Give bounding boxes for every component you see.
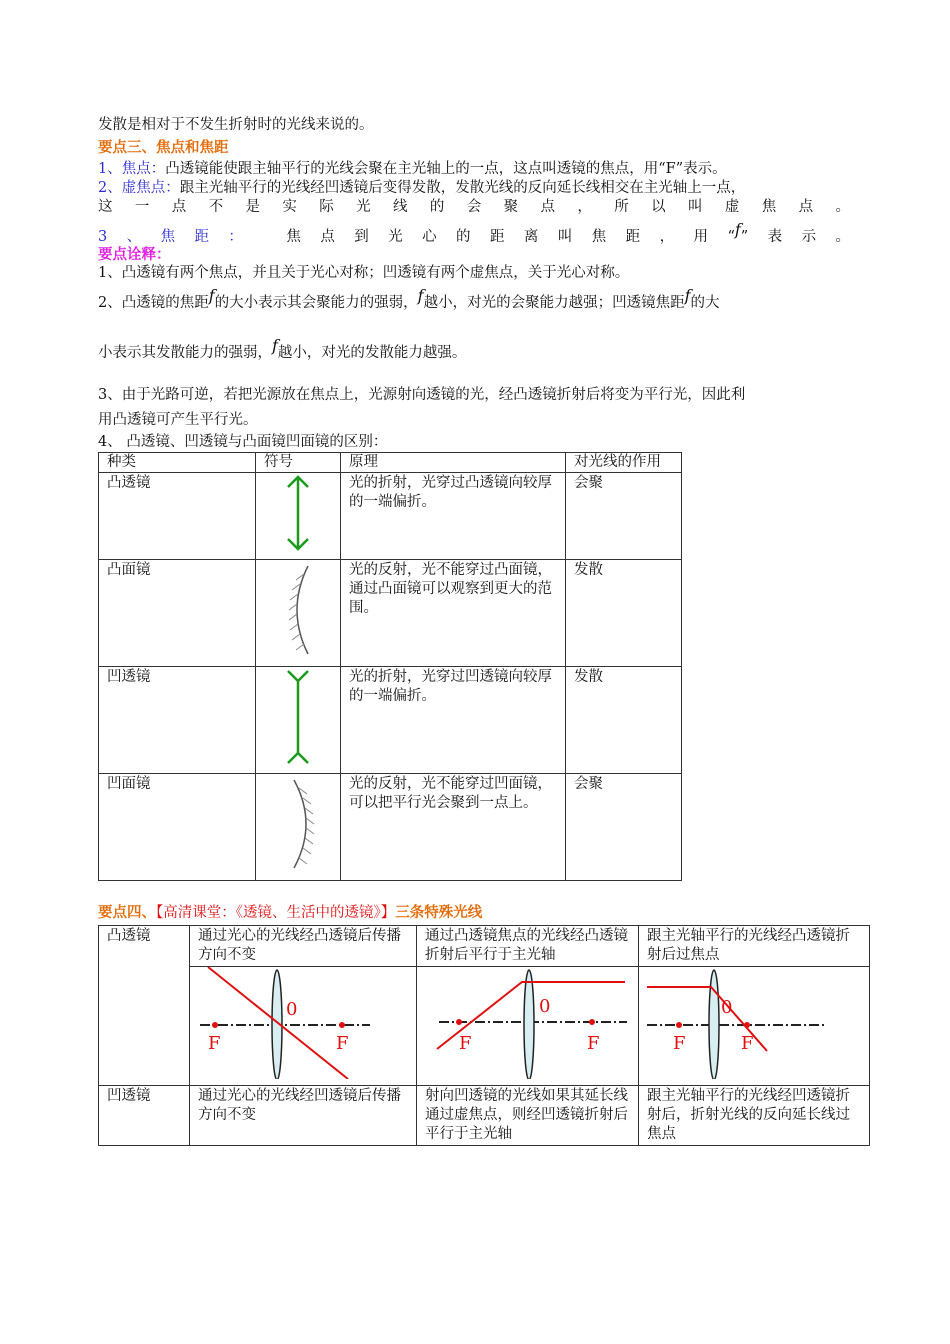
text: f bbox=[208, 286, 215, 305]
text: 跟主光轴平行的光线经凹透镜折射后，折射光线的反向延长线过焦点 bbox=[639, 1086, 870, 1146]
header-kind: 种类 bbox=[99, 453, 256, 473]
text: 光的折射，光穿过凹透镜向较厚的一端偏折。 bbox=[341, 667, 566, 774]
ray-diagram-center bbox=[190, 967, 415, 1079]
concave-mirror-symbol bbox=[278, 774, 318, 874]
table-row bbox=[99, 667, 682, 774]
note-2 bbox=[98, 286, 850, 313]
text: 光的反射，光不能穿过凹面镜，可以把平行光会聚到一点上。 bbox=[341, 774, 566, 881]
text: 焦点到光心的距离叫焦距，用“ bbox=[286, 229, 735, 245]
lens-mirror-table bbox=[98, 452, 682, 881]
note-1: 1、凸透镜有两个焦点，并且关于光心对称；凹透镜有两个虚焦点，关于光心对称。 bbox=[98, 265, 630, 281]
text: 凸面镜 bbox=[99, 560, 256, 667]
section3-title: 要点三、焦点和焦距 bbox=[98, 139, 229, 156]
text: F bbox=[741, 1033, 754, 1054]
text: 通过光心的光线经凹透镜后传播方向不变 bbox=[190, 1086, 417, 1146]
text: 会聚 bbox=[566, 774, 682, 881]
notes-title: 要点诠释： bbox=[98, 246, 171, 263]
text: 的大 bbox=[690, 295, 720, 311]
item-virtual-focus-cont: 这一点不是实际光线的会聚点，所以叫虚焦点。 bbox=[98, 199, 850, 215]
text: 小表示其发散能力的强弱， bbox=[98, 345, 272, 361]
f-symbol: f bbox=[734, 220, 741, 239]
text: 会聚 bbox=[566, 473, 682, 560]
text: 0 bbox=[721, 997, 733, 1018]
text: f bbox=[684, 286, 691, 305]
text: 的大小表示其会聚能力的强弱， bbox=[214, 295, 418, 311]
text: 凹透镜 bbox=[99, 667, 256, 774]
note-3-cont: 用凸透镜可产生平行光。 bbox=[98, 412, 258, 428]
label: 2、虚焦点： bbox=[98, 180, 180, 196]
note-3: 3、由于光路可逆，若把光源放在焦点上，光源射向透镜的光，经凸透镜折射后将变为平行光，因此利 bbox=[98, 387, 746, 403]
text: 光的反射，光不能穿过凸面镜，通过凸面镜可以观察到更大的范围。 bbox=[341, 560, 566, 667]
table-row bbox=[99, 774, 682, 881]
concave-label: 凹透镜 bbox=[99, 1086, 190, 1146]
intro-text: 发散是相对于不发生折射时的光线来说的。 bbox=[98, 117, 374, 133]
text: F bbox=[208, 1033, 221, 1054]
table-row bbox=[99, 473, 682, 560]
header-symbol: 符号 bbox=[256, 453, 341, 473]
special-rays-table bbox=[98, 925, 870, 1146]
text: 凸透镜 bbox=[99, 473, 256, 560]
concave-lens-symbol bbox=[278, 667, 318, 767]
text: 2、凸透镜的焦距 bbox=[98, 295, 209, 311]
note-4: 4、 凸透镜、凹透镜与凸面镜凹面镜的区别： bbox=[98, 434, 388, 450]
text: 发散 bbox=[566, 560, 682, 667]
text: 通过光心的光线经凸透镜后传播方向不变 bbox=[190, 926, 417, 967]
convex-mirror-symbol bbox=[278, 560, 318, 660]
text: 通过凸透镜焦点的光线经凸透镜折射后平行于主光轴 bbox=[417, 926, 639, 967]
text: F bbox=[673, 1033, 686, 1054]
text: 要点四、 bbox=[98, 904, 156, 921]
convex-lens-symbol bbox=[278, 473, 318, 553]
label: 3、焦距： bbox=[98, 229, 263, 245]
header-effect: 对光线的作用 bbox=[566, 453, 682, 473]
note-2-cont bbox=[98, 336, 850, 363]
item-virtual-focus bbox=[98, 179, 850, 198]
text: 三条特殊光线 bbox=[395, 904, 483, 921]
text: 0 bbox=[539, 996, 551, 1017]
text: F bbox=[336, 1033, 349, 1054]
table-row bbox=[99, 926, 870, 967]
ray-diagram-parallel bbox=[639, 967, 869, 1079]
text: 发散 bbox=[566, 667, 682, 774]
text: 跟主光轴平行的光线经凸透镜折射后过焦点 bbox=[639, 926, 870, 967]
header-principle: 原理 bbox=[341, 453, 566, 473]
text: 跟主光轴平行的光线经凹透镜后变得发散，发散光线的反向延长线相交在主光轴上一点， bbox=[179, 180, 746, 196]
diagram-row bbox=[99, 967, 870, 1086]
text: F bbox=[587, 1033, 600, 1054]
text: f bbox=[417, 286, 424, 305]
text: F bbox=[459, 1033, 472, 1054]
item-focal-length bbox=[98, 220, 850, 247]
text: 光的折射，光穿过凸透镜向较厚的一端偏折。 bbox=[341, 473, 566, 560]
convex-label: 凸透镜 bbox=[99, 926, 190, 1086]
text: 越小，对光的发散能力越强。 bbox=[277, 345, 467, 361]
ray-diagram-focus bbox=[417, 967, 637, 1079]
text: 【高清课堂：《透镜、生活中的透镜》】 bbox=[156, 905, 396, 921]
text: 越小，对光的会聚能力越强；凹透镜焦距 bbox=[423, 295, 685, 311]
text: 0 bbox=[286, 999, 298, 1020]
text: f bbox=[272, 336, 278, 355]
table-row bbox=[99, 1086, 870, 1146]
text: 射向凹透镜的光线如果其延长线通过虚焦点，则经凹透镜折射后平行于主光轴 bbox=[417, 1086, 639, 1146]
text: 凸透镜能使跟主轴平行的光线会聚在主光轴上的一点，这点叫透镜的焦点，用“F”表示。 bbox=[165, 161, 727, 177]
text: ”表示。 bbox=[740, 229, 850, 245]
section4-title bbox=[98, 903, 850, 923]
text: 凹面镜 bbox=[99, 774, 256, 881]
label: 1、焦点： bbox=[98, 161, 166, 177]
item-focus bbox=[98, 160, 850, 179]
table-row bbox=[99, 560, 682, 667]
